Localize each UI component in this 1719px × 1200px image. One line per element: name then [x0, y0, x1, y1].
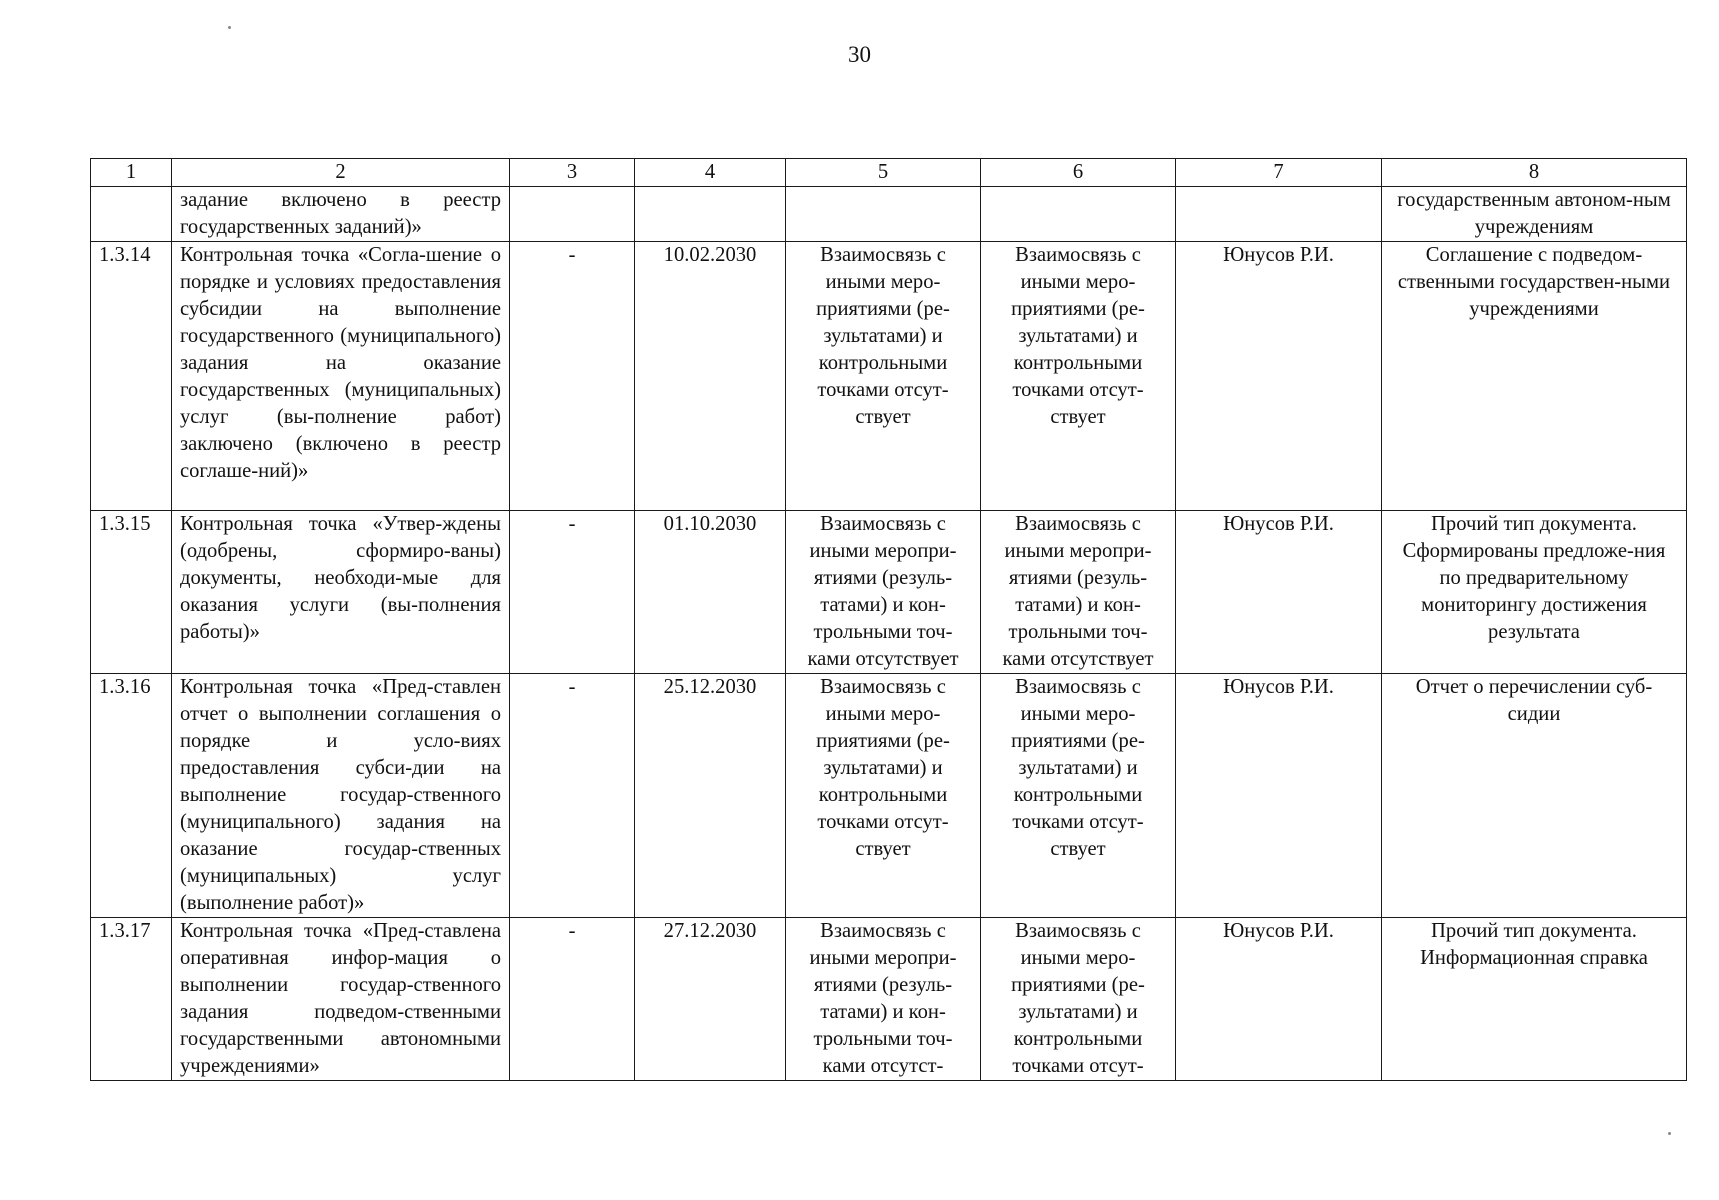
cell-col6: Взаимосвязь с иными меро-приятиями (ре-зультатами) и контрольными точками отсут-	[981, 918, 1176, 1081]
cell-responsible: Юнусов Р.И.	[1176, 674, 1382, 918]
cell-date: 27.12.2030	[635, 918, 786, 1081]
column-number-2: 2	[172, 159, 510, 187]
cell-name: Контрольная точка «Согла-шение о порядке и условиях предоставления субсидии на выполнение государственного (муниципального) задания на оказание государственных (муниципальных) услуг (вы-полнение работ) заключено (включено в реестр соглаше-ний)»	[172, 242, 510, 511]
cell-date: 01.10.2030	[635, 511, 786, 674]
column-number-6: 6	[981, 159, 1176, 187]
cell-name: задание включено в реестр государственных заданий)»	[172, 187, 510, 242]
table-row	[91, 674, 1687, 918]
plan-table	[90, 158, 1687, 1081]
cell-responsible: Юнусов Р.И.	[1176, 918, 1382, 1081]
column-number-4: 4	[635, 159, 786, 187]
cell-num: 1.3.17	[91, 918, 172, 1081]
cell-name: Контрольная точка «Утвер-ждены (одобрены, сформиро-ваны) документы, необходи-мые для оказания услуги (вы-полнения работы)»	[172, 511, 510, 674]
table-row	[91, 242, 1687, 511]
cell-num	[91, 187, 172, 242]
cell-col3: -	[510, 511, 635, 674]
cell-responsible: Юнусов Р.И.	[1176, 242, 1382, 511]
column-number-5: 5	[786, 159, 981, 187]
column-number-8: 8	[1382, 159, 1687, 187]
column-number-7: 7	[1176, 159, 1382, 187]
cell-col6: Взаимосвязь с иными меро-приятиями (ре-зультатами) и контрольными точками отсут-ствует	[981, 674, 1176, 918]
cell-document: Прочий тип документа. Информационная справка	[1382, 918, 1687, 1081]
cell-document: Соглашение с подведом-ственными государствен-ными учреждениями	[1382, 242, 1687, 511]
column-number-3: 3	[510, 159, 635, 187]
cell-col3: -	[510, 674, 635, 918]
cell-col5: Взаимосвязь с иными меропри-ятиями (резуль-татами) и кон-трольными точ-ками отсутствует	[786, 511, 981, 674]
table-row	[91, 918, 1687, 1081]
cell-col5: Взаимосвязь с иными меропри-ятиями (резуль-татами) и кон-трольными точ-ками отсутст-	[786, 918, 981, 1081]
cell-date	[635, 187, 786, 242]
cell-col6: Взаимосвязь с иными меропри-ятиями (резуль-татами) и кон-трольными точ-ками отсутствует	[981, 511, 1176, 674]
cell-col6	[981, 187, 1176, 242]
cell-col5	[786, 187, 981, 242]
column-number-row	[91, 159, 1687, 187]
cell-name: Контрольная точка «Пред-ставлена оперативная инфор-мация о выполнении государ-ственного задания подведом-ственными государственными автономными учреждениями»	[172, 918, 510, 1081]
cell-col6: Взаимосвязь с иными меро-приятиями (ре-зультатами) и контрольными точками отсут-ствует	[981, 242, 1176, 511]
scan-artifact-dot	[228, 26, 231, 29]
cell-date: 25.12.2030	[635, 674, 786, 918]
cell-col5: Взаимосвязь с иными меро-приятиями (ре-зультатами) и контрольными точками отсут-ствует	[786, 242, 981, 511]
cell-document: государственным автоном-ным учреждениям	[1382, 187, 1687, 242]
cell-name: Контрольная точка «Пред-ставлен отчет о выполнении соглашения о порядке и усло-виях предоставления субси-дии на выполнение государ-ственного (муниципального) задания на оказание государ-ственных (муниципальных) услуг (выполнение работ)»	[172, 674, 510, 918]
column-number-1: 1	[91, 159, 172, 187]
cell-num: 1.3.14	[91, 242, 172, 511]
cell-date: 10.02.2030	[635, 242, 786, 511]
cell-document: Отчет о перечислении суб-сидии	[1382, 674, 1687, 918]
page-number: 30	[848, 42, 871, 67]
cell-col3: -	[510, 242, 635, 511]
cell-num: 1.3.15	[91, 511, 172, 674]
cell-responsible: Юнусов Р.И.	[1176, 511, 1382, 674]
cell-col3: -	[510, 918, 635, 1081]
table-row	[91, 511, 1687, 674]
cell-document: Прочий тип документа. Сформированы предложе-ния по предварительному мониторингу достижения результата	[1382, 511, 1687, 674]
table-row-continuation	[91, 187, 1687, 242]
cell-col3	[510, 187, 635, 242]
cell-num: 1.3.16	[91, 674, 172, 918]
cell-responsible	[1176, 187, 1382, 242]
cell-col5: Взаимосвязь с иными меро-приятиями (ре-зультатами) и контрольными точками отсут-ствует	[786, 674, 981, 918]
scan-artifact-dot	[1668, 1132, 1671, 1135]
